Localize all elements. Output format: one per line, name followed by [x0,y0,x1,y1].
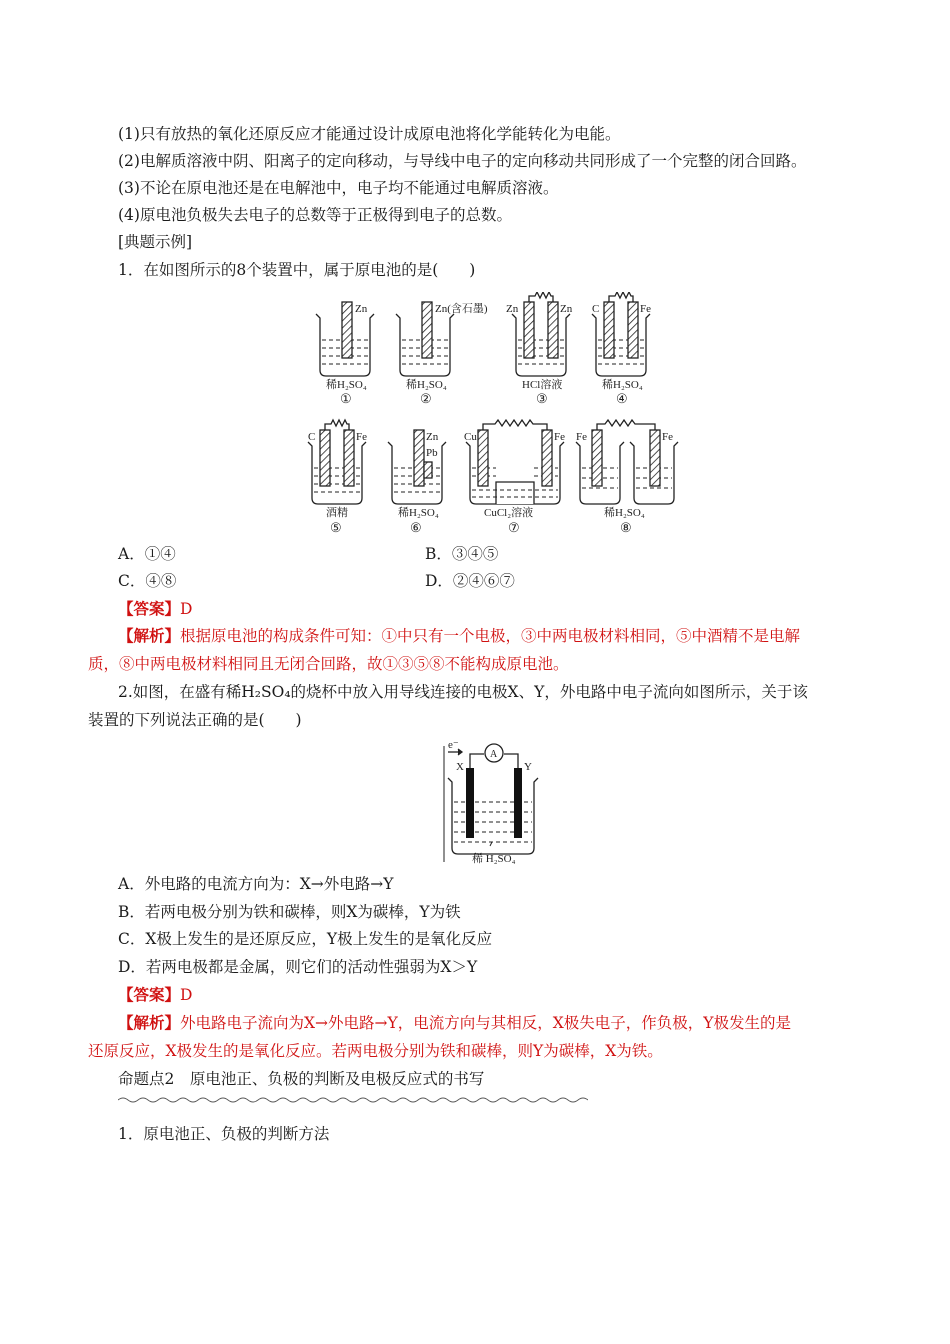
q2-analysis-line2: 还原反应，X极发生的是氧化反应。若两电极分别为铁和碳棒，则Y为碳棒，X为铁。 [88,1042,663,1060]
q1-option-c: C．④⑧ [118,572,177,590]
note-3: (3)不论在原电池还是在电解池中，电子均不能通过电解质溶液。 [118,179,559,197]
answer-value: D [180,600,193,618]
electron-label: e⁻ [448,740,459,751]
device-number: ⑧ [620,520,632,535]
device-number: ③ [536,391,548,406]
solution-label: 稀H₂SO₄ [398,507,439,519]
q2-stem-line2: 装置的下列说法正确的是( ) [88,711,302,729]
electrode-y-label: Y [524,761,532,773]
solution-label: 稀H₂SO₄ [604,507,645,519]
electrode-label: Fe [662,431,673,443]
electrode-label: C [592,303,600,315]
electrode-label: Zn [506,303,519,315]
item-1: 1．原电池正、负极的判断方法 [118,1125,330,1143]
solution-label: CuCl₂溶液 [484,507,534,519]
analysis-tag: 【解析】 [118,626,181,645]
section-label: [典题示例] [118,233,193,251]
analysis-text: 根据原电池的构成条件可知：①中只有一个电极，③中两电极材料相同，⑤中酒精不是电解 [180,627,801,645]
q2-option-b: B．若两电极分别为铁和碳棒，则X为碳棒，Y为铁 [118,903,461,921]
q2-option-d: D．若两电极都是金属，则它们的活动性强弱为X＞Y [118,958,478,976]
device-number: ① [340,391,352,406]
q1-analysis-line2: 质，⑧中两电极材料相同且无闭合回路，故①③⑤⑧不能构成原电池。 [88,655,569,673]
answer-value: D [180,986,193,1004]
solution-label: 稀H₂SO₄ [326,379,367,391]
electrode-label: C [308,431,316,443]
electrode-label: Zn [355,303,368,315]
solution-label: 稀 H₂SO₄ [472,853,516,865]
q1-option-a: A．①④ [118,545,176,563]
analysis-text: 外电路电子流向为X→外电路→Y，电流方向与其相反，X极失电子，作负极，Y极发生的是 [180,1014,792,1032]
solution-label: HCl溶液 [522,379,563,391]
electrode-label: Fe [554,431,565,443]
q1-figure [300,292,690,542]
device-number: ② [420,391,432,406]
device-number: ④ [616,391,628,406]
q2-analysis-line1 [118,1013,791,1033]
q1-stem: 1．在如图所示的8个装置中，属于原电池的是( ) [118,261,476,279]
electrode-label: Fe [640,303,651,315]
solution-label: 稀H₂SO₄ [406,379,447,391]
solution-label: 稀H₂SO₄ [602,379,643,391]
q2-figure [442,740,542,866]
answer-tag: 【答案】 [118,985,181,1004]
ammeter-label: A [490,749,498,760]
device-number: ⑦ [508,520,520,535]
electrode-label: Zn [560,303,573,315]
q1-analysis-line1 [118,626,800,646]
q1-option-b: B．③④⑤ [425,545,499,563]
electrode-label: Pb [426,447,438,459]
device-number: ⑤ [330,520,342,535]
q2-stem-line1: 2.如图，在盛有稀H₂SO₄的烧杯中放入用导线连接的电极X、Y，外电路中电子流向如图所示，关于该 [118,683,808,701]
q2-option-c: C．X极上发生的是还原反应，Y极上发生的是氧化反应 [118,930,493,948]
wavy-underline [118,1096,588,1104]
note-1: (1)只有放热的氧化还原反应才能通过设计成原电池将化学能转化为电能。 [118,125,621,143]
electrode-label: Cu [464,431,477,443]
answer-tag: 【答案】 [118,599,181,618]
note-2: (2)电解质溶液中阴、阳离子的定向移动，与导线中电子的定向移动共同形成了一个完整的闭合回路。 [118,152,807,170]
q2-answer [118,985,192,1005]
solution-label: 酒精 [326,507,348,519]
electrode-label: Fe [356,431,367,443]
analysis-tag: 【解析】 [118,1013,181,1032]
note-4: (4)原电池负极失去电子的总数等于正极得到电子的总数。 [118,206,512,224]
electrode-label: Fe [576,431,587,443]
electrode-label: Zn(含石墨) [435,303,488,315]
device-number: ⑥ [410,520,422,535]
q2-option-a: A．外电路的电流方向为：X→外电路→Y [118,875,394,893]
q1-answer [118,599,192,619]
electrode-label: Zn [426,431,439,443]
electrode-x-label: X [456,761,464,773]
section2-title: 命题点2 原电池正、负极的判断及电极反应式的书写 [118,1070,485,1088]
q1-option-d: D．②④⑥⑦ [425,572,515,590]
